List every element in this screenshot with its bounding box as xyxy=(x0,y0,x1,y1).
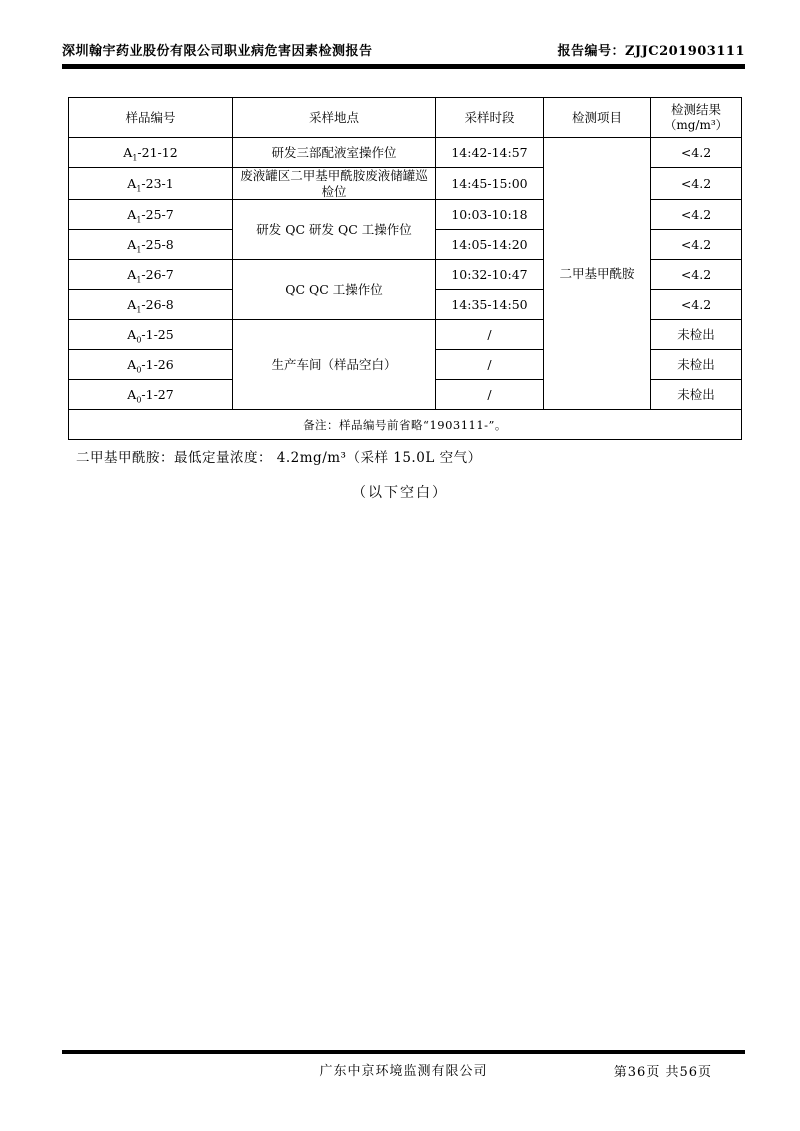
sampling-location-cell: 研发 QC 研发 QC 工操作位 xyxy=(233,200,436,260)
header-title: 深圳翰宇药业股份有限公司职业病危害因素检测报告 xyxy=(62,44,373,59)
footer-company: 广东中京环境监测有限公司 xyxy=(319,1064,488,1079)
sampling-time-cell: 14:35-14:50 xyxy=(436,290,544,320)
results-table xyxy=(68,97,742,440)
report-number: 报告编号：ZJJC201903111 xyxy=(557,44,745,59)
detection-result-cell: <4.2 xyxy=(651,290,742,320)
detection-result-cell: 未检出 xyxy=(651,320,742,350)
sample-id-cell: $A_1-23-1$ xyxy=(69,168,233,200)
detection-result-cell: <4.2 xyxy=(651,200,742,230)
detection-result-cell: <4.2 xyxy=(651,230,742,260)
detection-result-cell: 未检出 xyxy=(651,380,742,410)
sampling-location-cell: QC QC 工操作位 xyxy=(233,260,436,320)
table-row xyxy=(69,138,742,168)
sampling-time-cell: / xyxy=(436,380,544,410)
detection-result-cell: 未检出 xyxy=(651,350,742,380)
footer-page-number: 第36页 共56页 xyxy=(613,1065,712,1080)
sample-id-cell: $A_0-1-25$ xyxy=(69,320,233,350)
col-header-result-unit: （mg/m³） xyxy=(664,117,728,132)
sampling-location-cell: 研发三部配液室操作位 xyxy=(233,138,436,168)
detection-result-cell: <4.2 xyxy=(651,260,742,290)
col-header-location: 采样地点 xyxy=(233,98,436,138)
table-body xyxy=(69,138,742,410)
sampling-time-cell: / xyxy=(436,320,544,350)
table-header-row xyxy=(69,98,742,138)
sample-id-cell: $A_0-1-26$ xyxy=(69,350,233,380)
sampling-time-cell: / xyxy=(436,350,544,380)
col-header-result-line1: 检测结果 xyxy=(670,102,721,118)
detection-item-cell: 二甲基甲酰胺 xyxy=(544,138,651,410)
loq-note: 二甲基甲酰胺：最低定量浓度： 4.2mg/m³（采样 15.0L 空气） xyxy=(76,450,482,466)
footer-rule xyxy=(62,1050,745,1054)
sampling-time-cell: 14:45-15:00 xyxy=(436,168,544,200)
detection-result-cell: <4.2 xyxy=(651,138,742,168)
sample-id-cell: $A_1-25-7$ xyxy=(69,200,233,230)
sampling-time-cell: 10:32-10:47 xyxy=(436,260,544,290)
detection-result-cell: <4.2 xyxy=(651,168,742,200)
sample-id-cell: $A_0-1-27$ xyxy=(69,380,233,410)
sample-id-cell: $A_1-25-8$ xyxy=(69,230,233,260)
sampling-time-cell: 14:42-14:57 xyxy=(436,138,544,168)
page-header xyxy=(62,40,745,59)
sample-id-cell: $A_1-26-7$ xyxy=(69,260,233,290)
col-header-time: 采样时段 xyxy=(436,98,544,138)
sample-id-cell: $A_1-21-12$ xyxy=(69,138,233,168)
sampling-time-cell: 14:05-14:20 xyxy=(436,230,544,260)
remark-row xyxy=(69,410,742,440)
blank-below-note: （以下空白） xyxy=(352,485,448,501)
sampling-location-cell: 生产车间（样品空白） xyxy=(233,320,436,410)
header-rule xyxy=(62,64,745,69)
remark-cell: 备注：样品编号前省略“1903111-”。 xyxy=(69,410,742,440)
sampling-location-cell: 废液罐区二甲基甲酰胺废液储罐巡检位 xyxy=(233,168,436,200)
col-header-sample-id: 样品编号 xyxy=(69,98,233,138)
sample-id-cell: $A_1-26-8$ xyxy=(69,290,233,320)
col-header-result xyxy=(651,98,742,138)
col-header-item: 检测项目 xyxy=(544,98,651,138)
sampling-time-cell: 10:03-10:18 xyxy=(436,200,544,230)
